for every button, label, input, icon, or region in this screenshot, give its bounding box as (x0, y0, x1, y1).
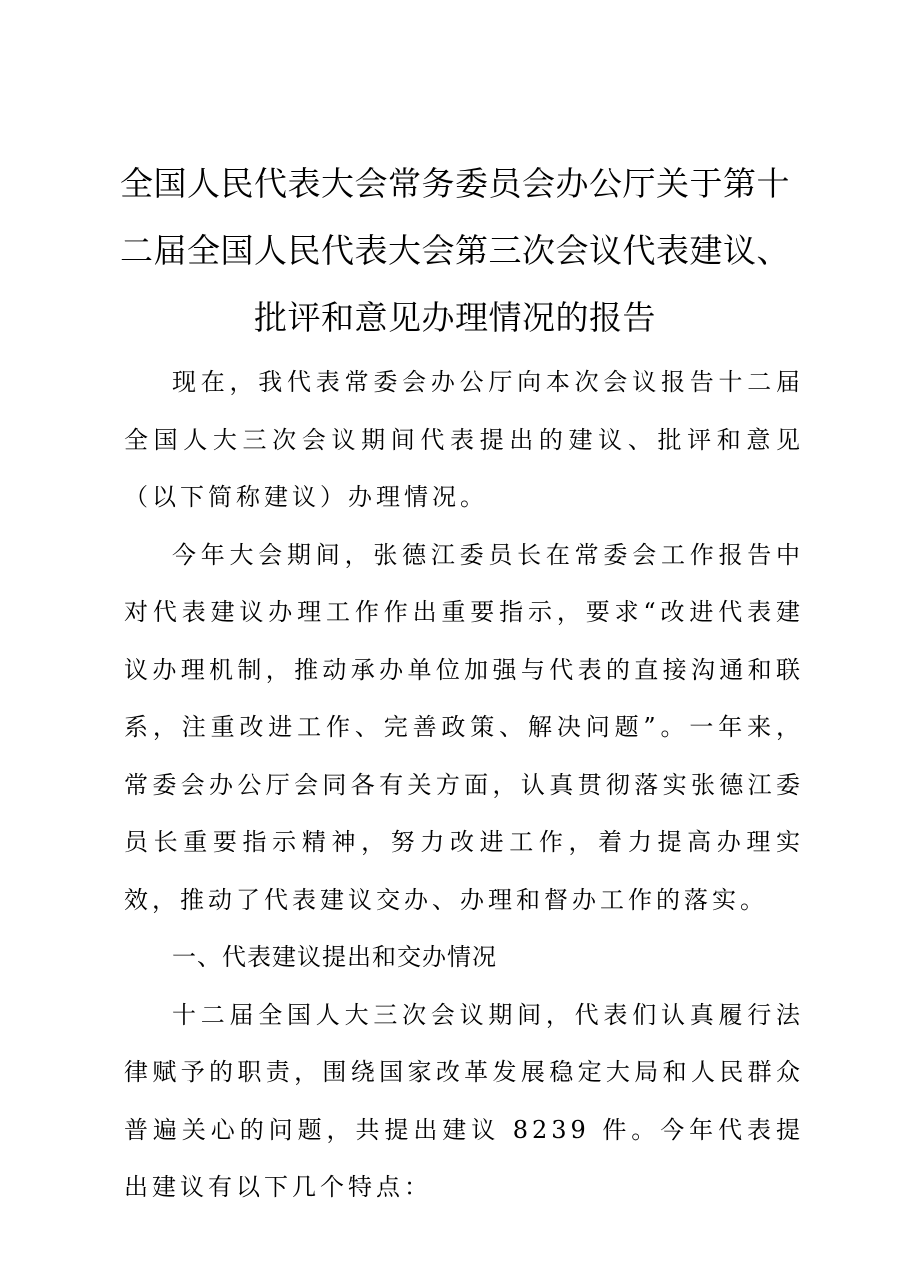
title-line: 批评和意见办理情况的报告 (254, 298, 656, 337)
body-paragraph: 今年大会期间，张德江委员长在常委会工作报告中对代表建议办理工作作出重要指示，要求“改进代表建议办理机制，推动承办单位加强与代表的直接沟通和联系，注重改进工作、完善政策、解决问题”。一年来，常委会办公厅会同各有关方面，认真贯彻落实张德江委员长重要指示精神，努力改进工作，着力提高办理实效，推动了代表建议交办、办理和督办工作的落实。 (124, 540, 804, 914)
title-line: 二届全国人民代表大会第三次会议代表建议、 (120, 231, 790, 270)
document-body (124, 354, 804, 1217)
title-line: 全国人民代表大会常务委员会办公厅关于第十 (120, 164, 790, 203)
body-paragraph: 现在，我代表常委会办公厅向本次会议报告十二届全国人大三次会议期间代表提出的建议、批评和意见（以下简称建议）办理情况。 (124, 368, 804, 511)
section-heading: 一、代表建议提出和交办情况 (172, 943, 497, 971)
body-paragraph: 十二届全国人大三次会议期间，代表们认真履行法律赋予的职责，围绕国家改革发展稳定大局和人民群众普遍关心的问题，共提出建议 8239 件。今年代表提出建议有以下几个特点： (124, 1000, 804, 1201)
document-title (110, 150, 800, 351)
